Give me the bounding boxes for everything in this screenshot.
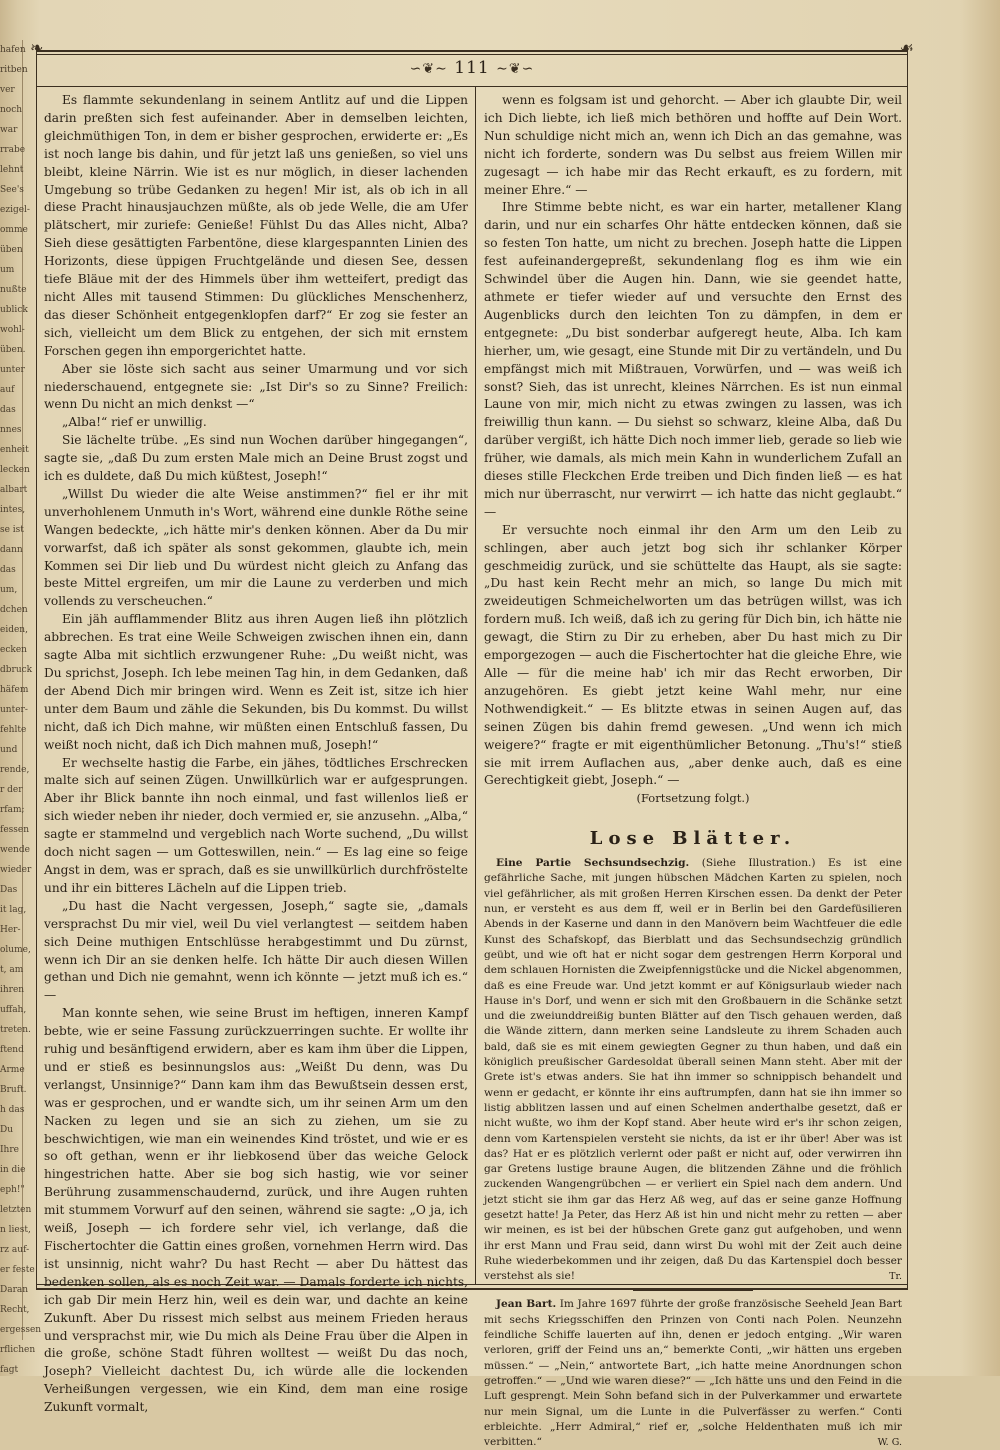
margin-fragment: Das [0, 885, 18, 895]
margin-fragment: ezigel- [0, 205, 30, 215]
margin-fragment: rrabe [0, 145, 26, 155]
paragraph: Ihre Stimme bebte nicht, es war ein harter, metallener Klang darin, und nur ein scharfes Ohr hätte entdecken können, daß sie so festen Ton hatte, um nicht zu brechen. Joseph hatte die Lippen fest aufeinandergepreßt, sekundenlang flog es ihm wie ein Schwindel über die Augen hin. Dann, wie sie geendet hatte, athmete er tiefer wieder auf und versuchte den Ernst des Augenblicks durch den leichten Ton zu dämpfen, in dem er entgegnete: „Du bist sonderbar aufgeregt heute, Alba. Ich kam hierher, um, wie gesagt, eine Stunde mit Dir zu vertändeln, und Du empfängst mich mit Mißtrauen, Vorwürfen, und — was weiß ich sonst? Sieh, das ist unrecht, kleines Närrchen. Es ist nun einmal Laune von mir, mich nicht zu etwas zwingen zu lassen, was ich freiwillig thun kann. — Du siehst so schwarz, kleine Alba, daß Du darüber vergißt, ich hätte Dich noch immer lieb, gerade so lieb wie früher, wie damals, als mich mein Kahn in wunderlichem Zufall an dieses stille Fleckchen Erde treiben und Dich finden ließ — es hat mich nur überrascht, nur verwirrt — ich hatte das nicht geglaubt.“ — [484, 200, 902, 519]
paragraph: „Willst Du wieder die alte Weise anstimmen?“ fiel er ihr mit unverhohlenem Unmuth in's Wort, während eine dunkle Röthe seine Wangen bedeckte, „ich hätte mir's denken können. Aber da Du mir vorwarfst, daß ich später als sonst gekommen, glaubte ich, mein Kommen sei Dir lieb und Du würdest nicht gleich zu Anfang das beste Mittel ergreifen, um mir die Laune zu verderben und mich vollends zu verscheuchen.“ [44, 486, 468, 609]
previous-page-edge [0, 40, 42, 1375]
page-header [36, 58, 908, 82]
frame-right-rule [907, 50, 908, 1290]
page-frame [30, 38, 914, 1449]
paragraph: wenn es folgsam ist und gehorcht. — Aber ich glaubte Dir, weil ich Dich liebte, ich ließ mich bethören und hoffte auf Dein Wort. Nun schuldige nicht mich an, wenn ich Dich an das gemahne, was nicht ich forderte, sondern was Du selbst aus freiem Willen mir zugesagt — ich habe mir das Recht erkauft, es zu fordern, mit meiner Ehre.“ — [484, 93, 902, 197]
margin-fragment: dbruck [0, 665, 33, 675]
margin-fragment: hafen [0, 45, 26, 55]
margin-fragment: er feste [0, 1265, 35, 1275]
margin-fragment: Daran [0, 1285, 29, 1295]
margin-fragment: dchen [0, 605, 28, 615]
margin-fragment: Ihre [0, 1145, 19, 1155]
margin-fragment: h das [0, 1105, 25, 1115]
column-divider [475, 86, 476, 1284]
article-heading: Eine Partie Sechsundsechzig. [496, 857, 690, 870]
margin-fragment: r der [0, 785, 23, 795]
paragraph: Aber sie löste sich sacht aus seiner Umarmung und vor sich niederschauend, entgegnete sie: „Ist Dir's so zu Sinne? Freilich: wenn Du nicht an mich denkst —“ [44, 361, 468, 412]
margin-fragment: unter- [0, 705, 28, 715]
margin-fragment: nnes [0, 425, 22, 435]
article-sechsundsechzig [484, 856, 902, 1284]
margin-fragment: n liest, [0, 1225, 31, 1235]
page-number: 111 [454, 58, 490, 78]
corner-ornament-right: ☙ [899, 38, 914, 57]
frame-left-rule [36, 50, 37, 1290]
margin-fragment: intes, [0, 505, 26, 515]
margin-fragment: it lag, [0, 905, 27, 915]
margin-fragment: um, [0, 585, 18, 595]
margin-fragment: Du [0, 1125, 14, 1135]
margin-fragment: dann [0, 545, 23, 555]
section-title: Lose Blätter. [589, 828, 797, 850]
margin-fragment: treten. [0, 1025, 31, 1035]
margin-fragment: Bruft. [0, 1085, 27, 1095]
margin-fragment: eiden, [0, 625, 28, 635]
margin-fragment: häfem [0, 685, 29, 695]
article-text: Im Jahre 1697 führte der große französische Seeheld Jean Bart mit sechs Kriegsschiffen den Prinzen von Conti nach Polen. Neunzehn feindliche Schiffe lauerten auf ihn, denen er jedoch entging. „Wir waren verloren, griff der Feind uns an,“ bemerkte Conti, „wir hätten uns ergeben müssen.“ — „Nein,“ antwortete Bart, „ich hatte meine Anordnungen schon getroffen.“ — „Und wie waren diese?“ — „Ich hätte uns und den Feind in die Luft gesprengt. Mein Sohn befand sich in der Pulverkammer und erwartete nur mein Signal, um die Lunte in die Pulverfässer zu werfen.“ Conti erbleichte. „Herr Admiral,“ rief er, „solche Heldenthaten muß ich mir verbitten.“ [484, 1298, 902, 1449]
margin-fragment: enheit [0, 445, 29, 455]
margin-fragment: war [0, 125, 18, 135]
article-signature: Tr. [889, 1271, 902, 1283]
margin-fragment: rfam; [0, 805, 25, 815]
margin-fragment: rende, [0, 765, 30, 775]
margin-fragment: albart [0, 485, 28, 495]
margin-fragment: wohl- [0, 325, 25, 335]
margin-fragment: fehlte [0, 725, 27, 735]
paragraph: Man konnte sehen, wie seine Brust im heftigen, inneren Kampf bebte, wie er seine Fassung zurückzuerringen suchte. Er wollte ihr ruhig und besänftigend erwidern, aber es kam ihm über die Lippen, und er stieß es besinnungslos aus: „Weißt Du denn, was Du verlangst, Unsinnige?“ Dann kam ihm das Bewußtsein dessen erst, was er gesprochen, und er wandte sich, um ihr seinen Arm um den Nacken zu legen und sie an sich zu ziehen, um sie zu beschwichtigen, wie man ein weinendes Kind tröstet, und wie er es so oft gethan, wenn er ihr liebkosend über das weiche Gelock hingestrichen hatte. Aber sie bog sich hastig, wie vor seiner Berührung zusammenschaudernd, zurück, und ihre Augen ruhten mit stummem Vorwurf auf den seinen, während sie sagte: „O ja, ich weiß, Joseph — ich fordere sehr viel, ich verlange, daß die Fischertochter die Gattin eines großen, vornehmen Herrn wird. Das ist unsinnig, nicht wahr? Du hast Recht — aber Du hättest das bedenken sollen, als es noch Zeit war. — Damals forderte ich nichts, ich gab Dir mein Herz hin, weil es dein war, und dachte an keine Zukunft. Aber Du rissest mich selbst aus meinem Frieden heraus und versprachst mir, wie Du mich als Deine Frau über die Alpen in die große, schöne Stadt führen wolltest — weißt Du das noch, Joseph? Vielleicht dachtest Du, ich würde alle die lockenden Verheißungen vergessen, wie ein Kind, dem man eine rosige Zukunft vormalt, [44, 1006, 468, 1415]
margin-fragment: uffah, [0, 1005, 27, 1015]
margin-fragment: olume, [0, 945, 31, 955]
margin-fragment: noch [0, 105, 23, 115]
paragraph: Es flammte sekundenlang in seinem Antlitz auf und die Lippen darin preßten sich fest aufeinander. Aber in demselben leichten, gleichmüthigen Ton, in dem er bisher gesprochen, erwiderte er: „Es ist noch lange bis dahin, und für jetzt laß uns genießen, so viel uns bleibt, kleine Närrin. Wie ist es nur möglich, in dieser lachenden Umgebung so trübe Gedanken zu hegen! Mir ist, als ob ich in all diese Pracht hinausjauchzen müßte, als ob jede Welle, die am Ufer plätschert, mir zuriefe: Genieße! Fühlst Du das Alles nicht, Alba? Sieh diese gesättigten Farbentöne, diese klargespannten Linien des Horizonts, diese üppigen Fruchtgelände und diesen See, dessen tiefe Bläue mit der des Himmels über ihm wetteifert, predigt das nicht Alles mit tausend Stimmen: Du glückliches Menschenherz, das dieser Schönheit entgegenklopfen darf?“ Er zog sie fester an sich, vielleicht um dem Blick zu entgehen, der sich mit ernstem Forschen gegen ihn emporgerichtet hatte. [44, 93, 468, 358]
margin-fragment: auf [0, 385, 15, 395]
paragraph: Sie lächelte trübe. „Es sind nun Wochen darüber hingegangen“, sagte sie, „daß Du zum ersten Male mich an Deine Brust zogst und ich es duldete, daß Du mich küßtest, Joseph!“ [44, 433, 468, 484]
margin-fragment: ergessen [0, 1325, 42, 1335]
margin-fragment: Arme [0, 1065, 25, 1075]
margin-fragment: ftend [0, 1045, 24, 1055]
margin-fragment: Her- [0, 925, 21, 935]
margin-fragment: omme [0, 225, 28, 235]
article-text: (Siehe Illustration.) Es ist eine gefährliche Sache, mit jungen hübschen Mädchen Karten zu spielen, noch viel gefährlicher, als mit großen Herren Kirschen essen. Da denkt der Peter nun, er versteht es aus dem ff, weil er in Berlin bei den Gardefüsilieren Abends in der Kaserne und dann in den Manövern beim Wachtfeuer die edle Kunst des Schafskopf, das Bierblatt und das Sechsundsechzig gründlich geübt, und wie oft hat er nicht sogar dem gestrengen Herrn Korporal und dem schlauen Hornisten die Zweipfennigstücke und die Nickel abgenommen, daß es eine Freude war. Und jetzt kommt er auf Königsurlaub wieder nach Hause in's Dorf, und wenn er sich mit den Großbauern in die Schänke setzt und die zweiunddreißig bunten Blätter auf den Tisch gehauen werden, daß die Wände zittern, dann merken seine Landsleute zu ihrem Schaden auch bald, daß sie es mit einem gewiegten Gegner zu thun haben, und daß ein königlich preußischer Gardesoldat überall seinen Mann steht. Aber mit der Grete ist's etwas anders. Sie hat ihn immer so schnippisch behandelt und wenn er gedacht, er könnte ihr eins auftrumpfen, dann hat sie ihn immer so listig abblitzen lassen und auf einen Schelmen anderthalbe gesetzt, daß er nicht wußte, wo ihm der Kopf stand. Aber heute wird er's ihr schon zeigen, denn vom Kartenspielen versteht sie nichts, da ist er ihr über! Aber was ist das? Hat er es plötzlich verlernt oder paßt er nicht auf, oder verwirren ihn gar Gretens lustige braune Augen, die blitzenden Zähne und die fröhlich zuckenden Wangengrübchen — er verliert ein Spiel nach dem andern. Und jetzt sticht sie ihm gar das Herz Aß weg, auf das er seine ganze Hoffnung gesetzt hatte! Ja Peter, das Herz Aß ist hin und nicht mehr zu retten — aber wir meinen, es ist bei der hübschen Grete ganz gut aufgehoben, und wenn ihr erst Mann und Frau seid, dann wirst Du wohl mit der Zeit auch deine Ruhe wiederbekommen und ihr zeigen, daß Du das Kartenspiel doch besser verstehst als sie! [484, 857, 902, 1283]
paragraph: Ein jäh aufflammender Blitz aus ihren Augen ließ ihn plötzlich abbrechen. Es trat eine Weile Schweigen zwischen ihnen ein, dann sagte Alba mit sichtlich erzwungener Ruhe: „Du weißt nicht, was Du sprichst, Joseph. Ich lebe meinen Tag hin, in dem Gedanken, daß der Abend Dich mir bringen wird. Wenn es Zeit ist, sitze ich hier unter dem Baum und zähle die Sekunden, bis Du kommst. Du willst nicht, daß ich Dich mahne, wir müßten einen Entschluß fassen, Du weißt noch nicht, daß ich Dich mahnen muß, Joseph!“ [44, 612, 468, 752]
margin-fragment: das [0, 405, 16, 415]
top-rule-inner [36, 54, 908, 55]
column-left [44, 92, 468, 1417]
article-heading: Jean Bart. [496, 1298, 557, 1311]
margin-fragment: ecken [0, 645, 27, 655]
margin-fragment: üben. [0, 345, 26, 355]
margin-fragment: in die [0, 1165, 26, 1175]
column-right [484, 92, 902, 1450]
paragraph: Er versuchte noch einmal ihr den Arm um den Leib zu schlingen, aber auch jetzt bog sich ihr schlanker Körper geschmeidig zurück, und sie schüttelte das Haupt, als sie sagte: „Du hast kein Recht mehr an mich, so lange Du mich mit zweideutigen Schmeichelworten um das betrügen willst, was ich fordern muß. Ich weiß, daß ich zu gering für Dich bin, ich hätte nie gewagt, die Stirn zu Dir zu erheben, aber Du hast mich zu Dir emporgezogen — auch die Fischertochter hat die gleiche Ehre, wie Alle — für die meine hab' ich mir das Recht erworben, Dir anzugehören. Es giebt jetzt keine Wahl mehr, nur eine Nothwendigkeit.“ — Es blitzte etwas in seinen Augen auf, das seinen Zügen bis dahin fremd gewesen. „Und wenn ich mich weigere?“ fragte er mit eigenthümlicher Betonung. „Thu's!“ stieß sie mit irrem Auflachen aus, „aber denke auch, daß es eine Gerechtigkeit giebt, Joseph.“ — [484, 522, 902, 788]
margin-fragment: lehnt [0, 165, 24, 175]
margin-fragment: rz auf- [0, 1245, 30, 1255]
continuation-note: (Fortsetzung folgt.) [636, 791, 750, 806]
article-signature: W. G. [877, 1437, 902, 1449]
margin-fragment: fessen [0, 825, 30, 835]
margin-fragment: Recht, [0, 1305, 30, 1315]
article-jean-bart [484, 1297, 902, 1450]
margin-fragment: lecken [0, 465, 30, 475]
paragraph: Er wechselte hastig die Farbe, ein jähes, tödtliches Erschrecken malte sich auf seinen Zügen. Unwillkürlich war er aufgesprungen. Aber ihr Blick bannte ihn noch einmal, und fast willenlos ließ er sich wieder neben ihr nieder, doch vermied er, sie anzusehn. „Alba,“ sagte er stammelnd und vergeblich nach Worte suchend, „Du willst doch nicht sagen — um Gotteswillen, nein.“ — Es lag eine so feige Angst in dem, was er sprach, daß es sie unwillkürlich durchfröstelte und ihr ein bitteres Lächeln auf die Lippen trieb. [44, 755, 468, 895]
story-continuation [484, 92, 902, 790]
margin-fragment: letzten [0, 1205, 32, 1215]
margin-fragment: unter [0, 365, 25, 375]
margin-fragment: wieder [0, 865, 32, 875]
margin-fragment: nußte [0, 285, 27, 295]
margin-fragment: üben [0, 245, 23, 255]
header-rule [36, 86, 908, 87]
margin-fragment: See's [0, 185, 24, 195]
article-separator [633, 1290, 753, 1291]
margin-fragment: eph!" [0, 1185, 25, 1195]
header-ornament-right: ∼❦∽ [496, 61, 535, 77]
margin-fragment: ublick [0, 305, 28, 315]
margin-fragment: um [0, 265, 15, 275]
margin-fragment: se ist [0, 525, 24, 535]
paragraph: „Du hast die Nacht vergessen, Joseph,“ sagte sie, „damals versprachst Du mir viel, weil Du viel verlangtest — seitdem haben sich Deine muthigen Entschlüsse herabgestimmt und Du zürnst, wenn ich Dir an sie denken helfe. Ich hätte Dir auch diesen Willen gethan und Dich nie gemahnt, wenn ich könnte — jetzt muß ich es.“ — [44, 898, 468, 1003]
margin-fragment: und [0, 745, 18, 755]
margin-fragment: wende [0, 845, 30, 855]
margin-fragment: ritben [0, 65, 28, 75]
paragraph: „Alba!“ rief er unwillig. [62, 415, 207, 430]
margin-fragment: ihren [0, 985, 25, 995]
margin-fragment: ver [0, 85, 15, 95]
margin-fragment: das [0, 565, 16, 575]
top-rule [36, 50, 908, 52]
corner-ornament-left: ❧ [30, 38, 44, 57]
margin-fragment: fagt [0, 1365, 19, 1375]
margin-fragment: rflichen [0, 1345, 36, 1355]
margin-fragment: t, am [0, 965, 24, 975]
header-ornament-left: ∽❦∼ [409, 61, 448, 77]
